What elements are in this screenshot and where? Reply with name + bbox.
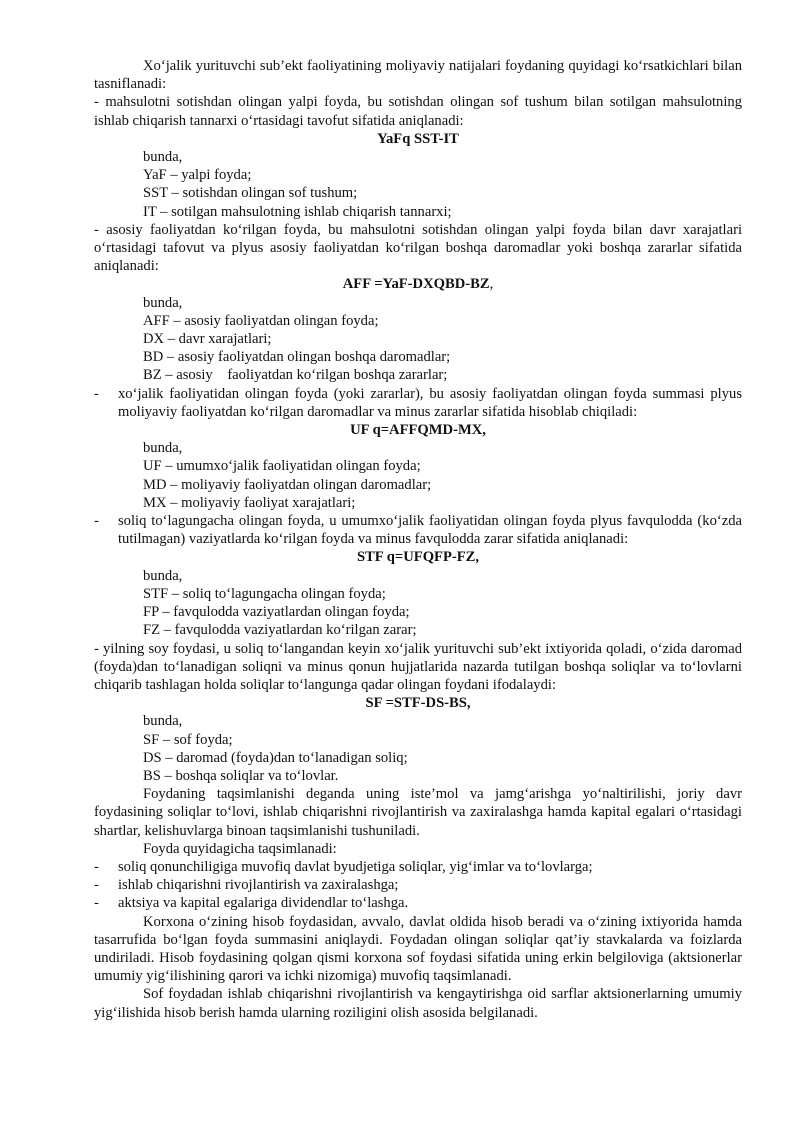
bullet-text: xo‘jalik faoliyatidan olingan foyda (yoki zararlar), bu asosiy faoliyatdan olingan foyda summasi plyus moliyaviy faoliyatdan ko‘rilgan daromadlar va minus zararlar sifatida hisoblab chiqiladi: (118, 385, 742, 420)
where-label: bunda, (143, 713, 183, 730)
definition-line: UF – umumxo‘jalik faoliyatidan olingan foyda; (143, 458, 421, 475)
net-profit-bullet: - yilning soy foydasi, u soliq to‘langandan keyin xo‘jalik yurituvchi sub’ekt ixtiyorida qoladi, o‘zida daromad (foyda)dan to‘lanadigan soliqni va minus qonun hujjatlarida nazarda tutilgan boshqa soliqlar va to‘lovlarni chiqarib tashlagan holda soliqlar to‘langunga qadar olingan foydani ifodalaydi: (94, 640, 742, 693)
definition-line: IT – sotilgan mahsulotning ishlab chiqarish tannarxi; (143, 203, 452, 220)
formula-text: AFF =YaF-DXQBD-BZ (342, 276, 490, 293)
net-profit-formula: SF =STF-DS-BS, (365, 695, 471, 712)
definition-line: MX – moliyaviy faoliyat xarajatlari; (143, 494, 356, 511)
net-profit-paragraph: Sof foydadan ishlab chiqarishni rivojlantirish va kengaytirishga oid sarflar aktsionerlarning umumiy yig‘ilishida hisob berish hamda ularning roziligini olish asosida belgilanadi. (94, 986, 742, 1021)
formula-tail: , (489, 276, 494, 293)
pretax-profit-bullet (94, 512, 742, 548)
definition-line: FP – favqulodda vaziyatlardan olingan foyda; (143, 604, 410, 621)
bullet-dash: - (94, 513, 99, 530)
definition-line: BZ – asosiy faoliyatdan ko‘rilgan boshqa zararlar; (143, 367, 448, 384)
gross-profit-bullet: - mahsulotni sotishdan olingan yalpi foyda, bu sotishdan olingan sof tushum bilan sotilgan mahsulotning ishlab chiqarish tannarxi o‘rtasidagi tavofut sifatida aniqlanadi: (94, 94, 742, 129)
bullet-dash: - (94, 385, 99, 402)
definition-line: YaF – yalpi foyda; (143, 167, 252, 184)
bullet-dash: - (94, 895, 99, 912)
intro-paragraph: Xo‘jalik yurituvchi sub’ekt faoliyatining moliyaviy natijalari foydaning quyidagi ko‘rsatkichlari bilan tasniflanadi: (94, 58, 742, 93)
list-item-text: aktsiya va kapital egalariga dividendlar to‘lashga. (118, 895, 409, 912)
definition-line: MD – moliyaviy faoliyatdan olingan daromadlar; (143, 476, 432, 493)
definition-line: BS – boshqa soliqlar va to‘lovlar. (143, 767, 339, 784)
distributed-as-paragraph: Foyda quyidagicha taqsimlanadi: (143, 840, 337, 857)
definition-line: FZ – favqulodda vaziyatlardan ko‘rilgan zarar; (143, 622, 417, 639)
where-label: bunda, (143, 440, 183, 457)
bullet-dash: - (94, 858, 99, 875)
enterprise-paragraph: Korxona o‘zining hisob foydasidan, avvalo, davlat oldida hisob beradi va o‘zining ixtiyorida hamda tasarrufida bo‘lgan foyda summasini aniqlaydi. Foydadan olingan soliqlar qat’iy stavkalarda va foizlarda undiriladi. Hisob foydasining qolgan qismi korxona sof foydasi sifatida uning erkin belgiloviga (aktsionerlar umumiy yig‘ilishining qarori va ichki nizomiga) muvofiq taqsimlanadi. (94, 913, 742, 985)
list-item-text: ishlab chiqarishni rivojlantirish va zaxiralashga; (118, 877, 399, 894)
definition-line: SF – sof foyda; (143, 731, 233, 748)
definition-line: AFF – asosiy faoliyatdan olingan foyda; (143, 312, 379, 329)
where-label: bunda, (143, 294, 183, 311)
economic-activity-bullet (94, 385, 742, 421)
definition-line: BD – asosiy faoliyatdan olingan boshqa daromadlar; (143, 349, 451, 366)
where-label: bunda, (143, 149, 183, 166)
economic-activity-formula: UF q=AFFQMD-MX, (350, 422, 486, 439)
definition-line: DS – daromad (foyda)dan to‘lanadigan soliq; (143, 749, 408, 766)
definition-line: DX – davr xarajatlari; (143, 331, 272, 348)
distribution-paragraph: Foydaning taqsimlanishi deganda uning iste’mol va jamg‘arishga yo‘naltirilishi, joriy davr foydasining soliqlar to‘lovi, ishlab chiqarishni rivojlantirish va zaxiralashga hamda kapital egalari o‘rtasidagi shartlar, kelishuvlarga binoan taqsimlanishi tushuniladi. (94, 786, 742, 839)
where-label: bunda, (143, 567, 183, 584)
core-profit-formula (94, 275, 742, 293)
bullet-dash: - (94, 877, 99, 894)
core-profit-bullet: - asosiy faoliyatdan ko‘rilgan foyda, bu mahsulotni sotishdan olingan yalpi foyda bilan davr xarajatlari o‘rtasidagi tafovut va plyus asosiy faoliyatdan ko‘rilgan boshqa daromadlar yoki boshqa zararlar sifatida aniqlanadi: (94, 221, 742, 275)
list-item (94, 858, 742, 876)
list-item (94, 876, 742, 894)
list-item-text: soliq qonunchiligiga muvofiq davlat byudjetiga soliqlar, yig‘imlar va to‘lovlarga; (118, 858, 593, 875)
pretax-profit-formula: STF q=UFQFP-FZ, (356, 549, 480, 566)
bullet-text: soliq to‘lagungacha olingan foyda, u umumxo‘jalik faoliyatidan olingan foyda plyus favqulodda (ko‘zda tutilmagan) vaziyatlarda ko‘rilgan foyda va minus favqulodda zarar sifatida aniqlanadi: (118, 513, 742, 548)
gross-profit-formula: YaFq SST-IT (377, 130, 459, 147)
definition-line: STF – soliq to‘lagungacha olingan foyda; (143, 585, 386, 602)
list-item (94, 894, 742, 912)
definition-line: SST – sotishdan olingan sof tushum; (143, 185, 358, 202)
